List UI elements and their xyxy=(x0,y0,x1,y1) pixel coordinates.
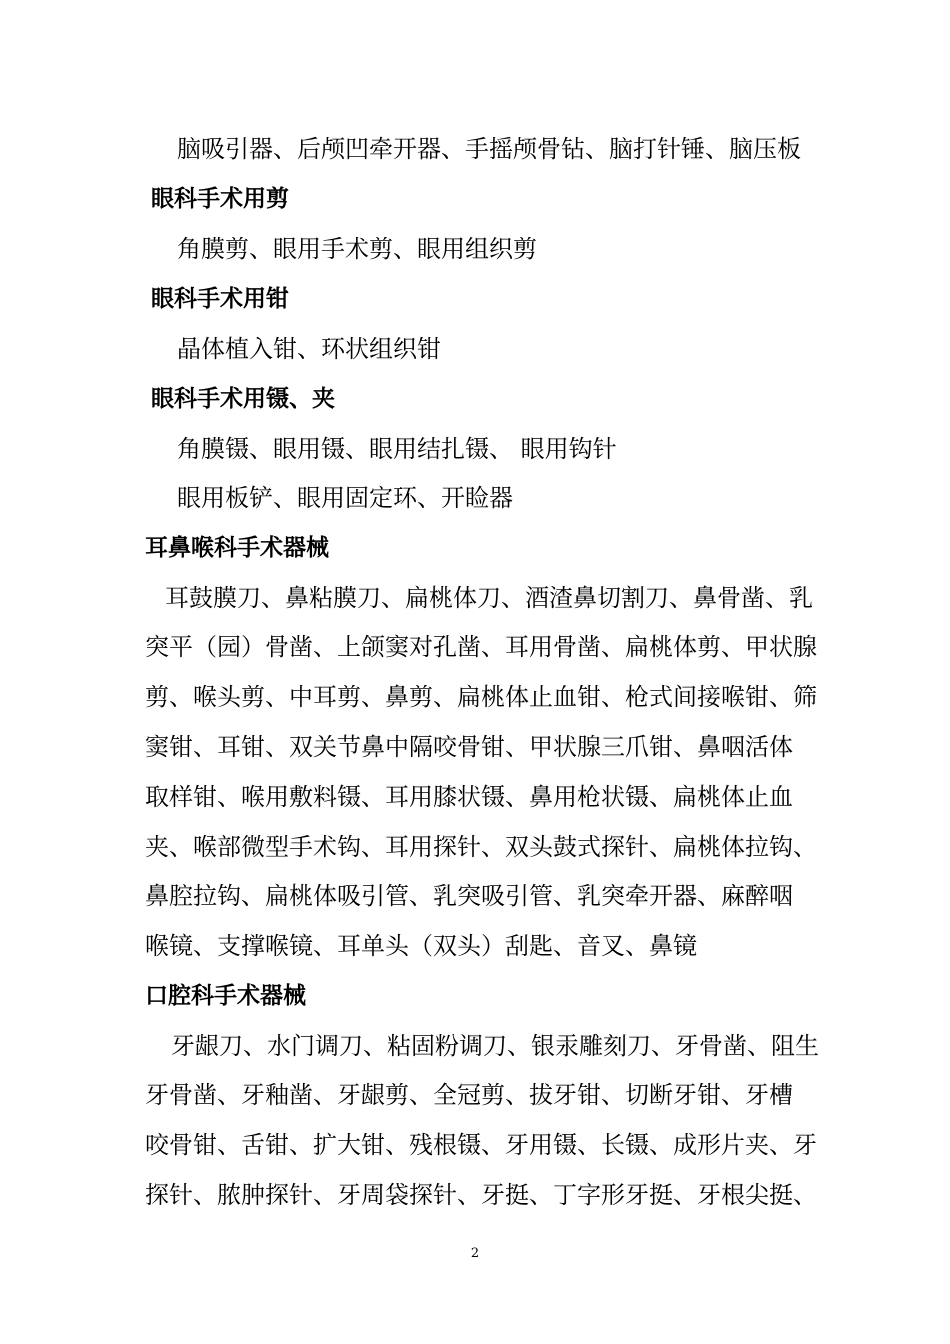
body-line: 牙龈刀、水门调刀、粘固粉调刀、银汞雕刻刀、牙骨凿、阻生 xyxy=(171,1032,819,1060)
page-number: 2 xyxy=(470,1246,480,1261)
body-line: 角膜剪、眼用手术剪、眼用组织剪 xyxy=(177,235,537,263)
section-heading: 耳鼻喉科手术器械 xyxy=(145,535,329,561)
body-line: 夹、喉部微型手术钩、耳用探针、双头鼓式探针、扁桃体拉钩、 xyxy=(145,833,817,861)
body-line: 牙骨凿、牙釉凿、牙龈剪、全冠剪、拔牙钳、切断牙钳、牙槽 xyxy=(145,1081,793,1109)
section-heading: 眼科手术用剪 xyxy=(151,186,289,212)
body-line: 耳鼓膜刀、鼻粘膜刀、扁桃体刀、酒渣鼻切割刀、鼻骨凿、乳 xyxy=(165,584,813,612)
section-heading: 眼科手术用镊、夹 xyxy=(151,386,335,412)
body-line: 剪、喉头剪、中耳剪、鼻剪、扁桃体止血钳、枪式间接喉钳、筛 xyxy=(145,683,817,711)
body-line: 喉镜、支撑喉镜、耳单头（双头）刮匙、音叉、鼻镜 xyxy=(145,932,697,960)
section-heading: 眼科手术用钳 xyxy=(151,286,289,312)
body-line: 突平（园）骨凿、上颌窦对孔凿、耳用骨凿、扁桃体剪、甲状腺 xyxy=(145,633,817,661)
body-line: 鼻腔拉钩、扁桃体吸引管、乳突吸引管、乳突牵开器、麻醉咽 xyxy=(145,882,793,910)
body-line: 窦钳、耳钳、双关节鼻中隔咬骨钳、甲状腺三爪钳、鼻咽活体 xyxy=(145,733,793,761)
section-heading: 口腔科手术器械 xyxy=(145,983,306,1009)
body-line: 眼用板铲、眼用固定环、开睑器 xyxy=(177,484,513,512)
body-line: 脑吸引器、后颅凹牵开器、手摇颅骨钻、脑打针锤、脑压板 xyxy=(177,135,801,163)
body-line: 取样钳、喉用敷料镊、耳用膝状镊、鼻用枪状镊、扁桃体止血 xyxy=(145,783,793,811)
body-line: 探针、脓肿探针、牙周袋探针、牙挺、丁字形牙挺、牙根尖挺、 xyxy=(145,1181,817,1209)
body-line: 晶体植入钳、环状组织钳 xyxy=(177,335,441,363)
body-line: 角膜镊、眼用镊、眼用结扎镊、 眼用钩针 xyxy=(177,435,617,463)
body-line: 咬骨钳、舌钳、扩大钳、残根镊、牙用镊、长镊、成形片夹、牙 xyxy=(145,1131,817,1159)
